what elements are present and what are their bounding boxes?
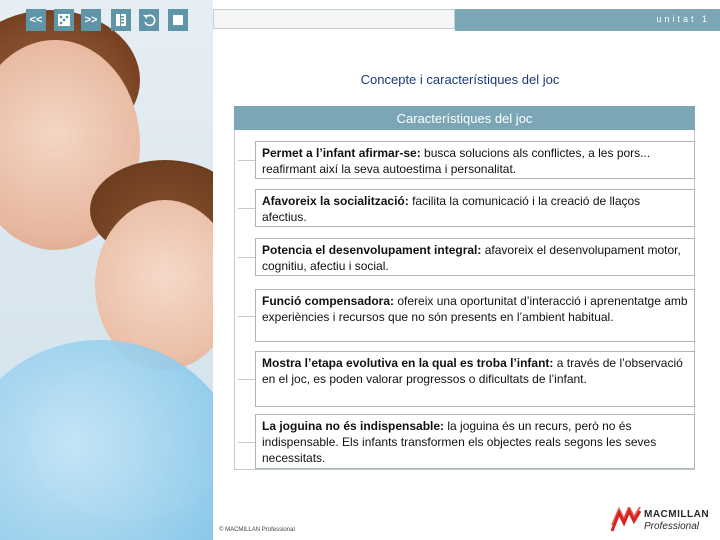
stop-button[interactable]	[168, 9, 188, 31]
characteristic-title: Afavoreix la socialització:	[262, 194, 409, 208]
prev-button[interactable]: <<	[26, 9, 46, 31]
back-button[interactable]	[139, 9, 159, 31]
item-connector	[238, 379, 255, 380]
characteristic-text: afavoreix el desenvolupament motor, cognitiu, afectiu i social.	[262, 243, 681, 273]
random-button[interactable]	[54, 9, 74, 31]
item-connector	[238, 316, 255, 317]
item-connector	[238, 160, 255, 161]
characteristic-title: La joguina no és indispensable:	[262, 419, 445, 433]
copyright: © MACMILLAN Professional	[219, 527, 295, 533]
dice-icon	[57, 13, 71, 27]
item-connector	[238, 442, 255, 443]
photo-blue-cushion	[0, 340, 213, 540]
next-button[interactable]: >>	[81, 9, 101, 31]
characteristic-text: facilita la comunicació i la creació de llaços afectius.	[262, 194, 641, 224]
characteristic-item	[255, 141, 695, 179]
characteristic-item	[255, 289, 695, 342]
characteristic-item	[255, 189, 695, 227]
logo-sub: Professional	[644, 521, 700, 532]
characteristic-item	[255, 351, 695, 407]
page-title: Concepte i característiques del joc	[360, 72, 560, 87]
characteristic-text: ofereix una oportunitat d’interacció i aprenentatge amb experiències i recursos que no són presents en l’ambient habitual.	[262, 294, 688, 324]
stop-icon	[171, 13, 185, 27]
panel-heading: Característiques del joc	[234, 106, 695, 130]
characteristic-title: Permet a l’infant afirmar-se:	[262, 146, 421, 160]
characteristic-text: a través de l’observació en el joc, es poden valorar progressos o dificultats de l’infant.	[262, 356, 683, 386]
logo-name: MACMILLAN	[644, 509, 710, 520]
item-connector	[238, 208, 255, 209]
unit-label: unitat 1	[656, 14, 710, 24]
characteristic-title: Mostra l’etapa evolutiva en la qual es troba l’infant:	[262, 356, 554, 370]
item-connector	[238, 257, 255, 258]
characteristic-item	[255, 414, 695, 469]
macmillan-logo-mark	[610, 507, 642, 533]
undo-icon	[142, 13, 156, 27]
characteristic-text: la joguina és un recurs, però no és indispensable. Els infants transformen els objectes reals segons les seves necessitats.	[262, 419, 657, 465]
children-photo	[0, 0, 213, 540]
characteristic-item	[255, 238, 695, 276]
top-toolbar	[0, 9, 720, 31]
index-button[interactable]	[111, 9, 131, 31]
progress-track	[213, 9, 455, 29]
macmillan-logo	[610, 505, 714, 537]
unit-band	[455, 9, 720, 31]
characteristic-text: busca solucions als conflictes, a les pors... reafirmant així la seva autoestima i personalitat.	[262, 146, 651, 176]
index-icon	[114, 13, 128, 27]
characteristic-title: Funció compensadora:	[262, 294, 395, 308]
characteristic-title: Potencia el desenvolupament integral:	[262, 243, 482, 257]
